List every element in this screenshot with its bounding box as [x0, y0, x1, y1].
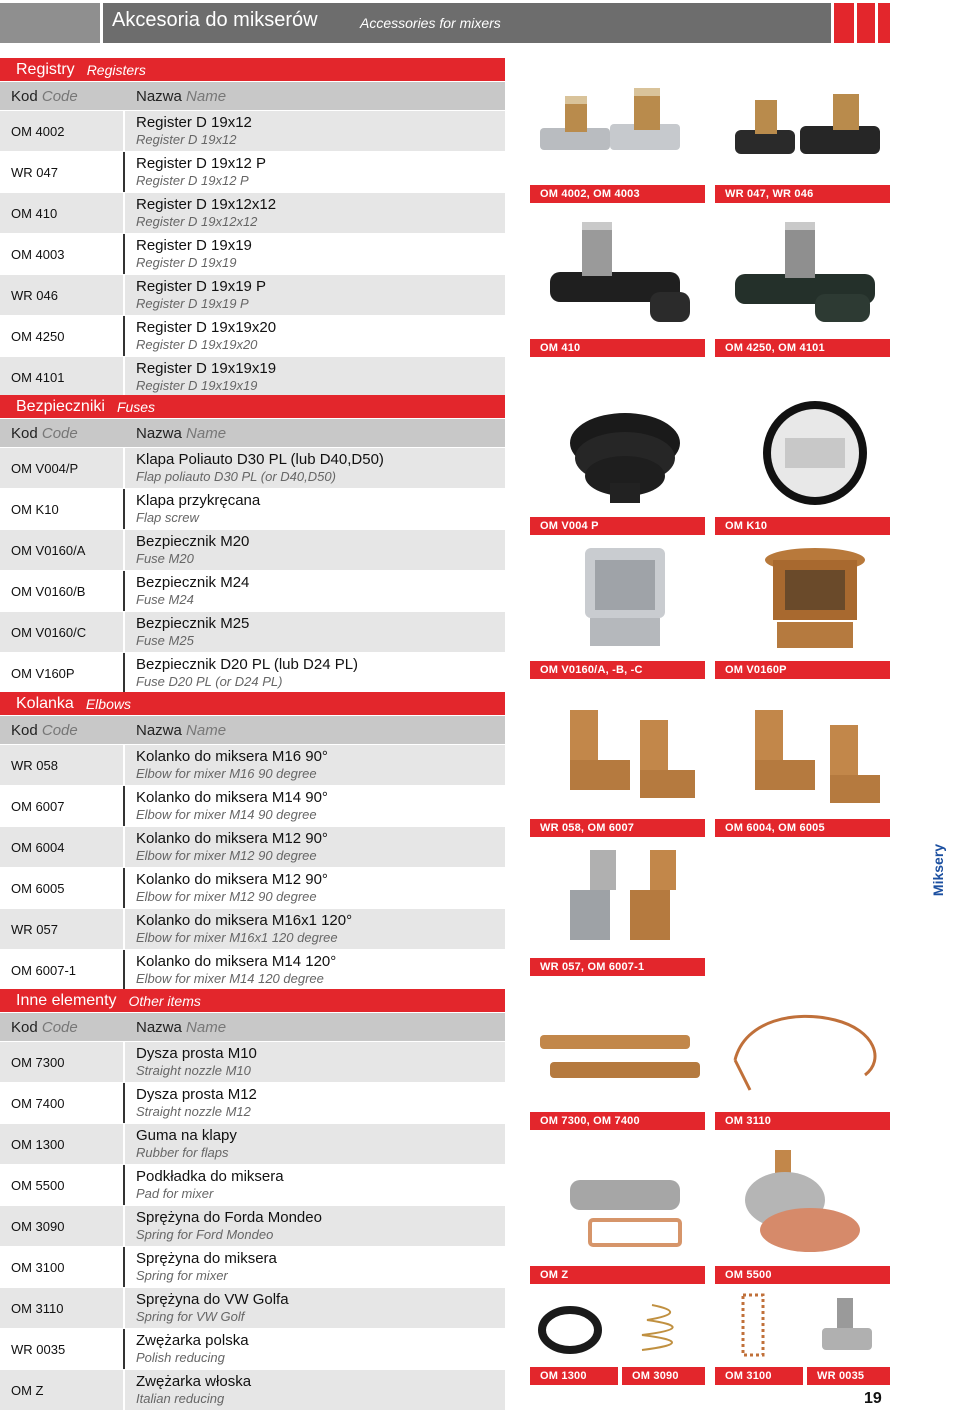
- table-row: [0, 1123, 505, 1164]
- row-name-en: Polish reducing: [136, 1350, 225, 1365]
- row-name-en: Fuse D20 PL (or D24 PL): [136, 674, 283, 689]
- page-header: [0, 0, 890, 43]
- row-code: WR 058: [0, 745, 125, 785]
- register-photo-black-y: [530, 222, 705, 334]
- photo-caption: OM 7300, OM 7400: [530, 1112, 705, 1130]
- row-name-pl: Bezpiecznik M24: [136, 574, 250, 591]
- row-name-pl: Kolanko do miksera M14 90°: [136, 789, 328, 806]
- row-code: WR 057: [0, 909, 125, 949]
- row-code: OM Z: [0, 1370, 125, 1410]
- table-row: [0, 356, 505, 397]
- column-header: [0, 81, 505, 110]
- column-header: [0, 1012, 505, 1041]
- flap-photo-screw: [715, 398, 890, 513]
- row-name-pl: Kolanko do miksera M12 90°: [136, 871, 328, 888]
- row-name-pl: Kolanko do miksera M16x1 120°: [136, 912, 353, 929]
- fuse-photo-silver: [530, 540, 705, 655]
- row-name-en: Fuse M24: [136, 592, 194, 607]
- col-code-label-en: Code: [41, 721, 78, 739]
- row-code: OM 6007-1: [0, 950, 125, 990]
- side-label: [930, 840, 960, 900]
- table-row: [0, 192, 505, 233]
- register-photo-green-y: [715, 222, 890, 334]
- photo-caption: WR 047, WR 046: [715, 185, 890, 203]
- header-red-block: [878, 3, 890, 43]
- row-name-pl: Sprężyna do miksera: [136, 1250, 277, 1267]
- row-name-pl: Register D 19x19x20: [136, 319, 277, 336]
- section-title-pl: Inne elementy: [16, 991, 117, 1009]
- elbow-photo-1: [530, 700, 705, 815]
- photo-caption: OM 4250, OM 4101: [715, 339, 890, 357]
- row-name-pl: Register D 19x12x12: [136, 196, 277, 213]
- row-name-en: Spring for Ford Mondeo: [136, 1227, 274, 1242]
- row-name-pl: Bezpiecznik M25: [136, 615, 250, 632]
- header-gray-block: [0, 3, 100, 43]
- section-title-en: Registers: [86, 61, 146, 78]
- rubber-ring-photo: [530, 1290, 620, 1360]
- table-row: [0, 652, 505, 693]
- section-title: [0, 58, 505, 81]
- row-name-en: Italian reducing: [136, 1391, 225, 1406]
- row-name-pl: Zwężarka włoska: [136, 1373, 252, 1390]
- column-header: [0, 715, 505, 744]
- section-title-pl: Bezpieczniki: [16, 397, 105, 415]
- header-red-block: [834, 3, 854, 43]
- section-title: [0, 692, 505, 715]
- row-name-pl: Guma na klapy: [136, 1127, 237, 1144]
- section-registers: [0, 58, 505, 397]
- row-name-pl: Klapa przykręcana: [136, 492, 261, 509]
- row-name-en: Elbow for mixer M16x1 120 degree: [136, 930, 338, 945]
- side-label-text: Miksery: [930, 843, 947, 897]
- photo-caption: OM Z: [530, 1266, 705, 1284]
- section-title-pl: Kolanka: [16, 694, 74, 712]
- section-fuses: [0, 395, 505, 693]
- row-name-en: Fuse M25: [136, 633, 194, 648]
- elbow-photo-2: [715, 700, 890, 815]
- photo-caption: OM V0160/A, -B, -C: [530, 661, 705, 679]
- photo-caption: OM V004 P: [530, 517, 705, 535]
- photo-caption: OM 5500: [715, 1266, 890, 1284]
- table-row: [0, 274, 505, 315]
- photo-caption: WR 0035: [807, 1367, 890, 1385]
- row-name-en: Spring for mixer: [136, 1268, 228, 1283]
- row-name-pl: Bezpiecznik D20 PL (lub D24 PL): [136, 656, 359, 673]
- section-title-en: Fuses: [116, 398, 156, 415]
- row-name-en: Pad for mixer: [136, 1186, 214, 1201]
- table-row: [0, 1246, 505, 1287]
- row-code: OM 6004: [0, 827, 125, 867]
- row-code: OM 3100: [0, 1247, 125, 1287]
- row-code: OM V004/P: [0, 448, 125, 488]
- row-code: OM 7300: [0, 1042, 125, 1082]
- row-name-pl: Zwężarka polska: [136, 1332, 249, 1349]
- register-photo-black: [715, 80, 890, 180]
- spring-photo-mixer: [715, 1290, 805, 1360]
- row-name-en: Rubber for flaps: [136, 1145, 229, 1160]
- photo-caption: OM 3090: [622, 1367, 705, 1385]
- row-name-en: Register D 19x12: [136, 132, 237, 147]
- col-name-label-en: Name: [186, 721, 227, 739]
- row-name-pl: Podkładka do miksera: [136, 1168, 284, 1185]
- table-row: [0, 1041, 505, 1082]
- row-name-pl: Dysza prosta M10: [136, 1045, 257, 1062]
- row-name-en: Elbow for mixer M14 90 degree: [136, 807, 317, 822]
- row-name-en: Elbow for mixer M12 90 degree: [136, 889, 317, 904]
- row-name-en: Flap screw: [136, 510, 199, 525]
- nozzle-photo: [530, 1000, 705, 1110]
- row-name-en: Register D 19x12x12: [136, 214, 258, 229]
- table-row: [0, 1328, 505, 1369]
- section-title: [0, 989, 505, 1012]
- row-name-pl: Kolanko do miksera M12 90°: [136, 830, 328, 847]
- row-name-pl: Bezpiecznik M20: [136, 533, 250, 550]
- flap-photo-rubber: [530, 398, 705, 513]
- row-code: OM 3090: [0, 1206, 125, 1246]
- section-other-items: [0, 989, 505, 1410]
- row-code: OM V0160/A: [0, 530, 125, 570]
- col-code-label: Kod: [11, 1018, 38, 1036]
- col-code-label-en: Code: [41, 1018, 78, 1036]
- row-code: OM 4003: [0, 234, 125, 274]
- photo-caption: OM 410: [530, 339, 705, 357]
- row-code: OM 4250: [0, 316, 125, 356]
- table-row: [0, 785, 505, 826]
- table-row: [0, 1164, 505, 1205]
- row-name-en: Register D 19x19x19: [136, 378, 258, 393]
- row-code: OM 4002: [0, 111, 125, 151]
- row-name-en: Fuse M20: [136, 551, 194, 566]
- photo-caption: OM V0160P: [715, 661, 890, 679]
- table-row: [0, 233, 505, 274]
- page-subtitle: Accessories for mixers: [360, 15, 501, 31]
- row-name-pl: Dysza prosta M12: [136, 1086, 257, 1103]
- photo-caption: OM 1300: [530, 1367, 618, 1385]
- row-name-en: Elbow for mixer M16 90 degree: [136, 766, 317, 781]
- fuse-photo-brass: [715, 540, 890, 655]
- col-name-label-en: Name: [186, 1018, 227, 1036]
- row-code: OM 6007: [0, 786, 125, 826]
- table-row: [0, 315, 505, 356]
- table-row: [0, 488, 505, 529]
- row-name-pl: Sprężyna do Forda Mondeo: [136, 1209, 322, 1226]
- spring-photo-mondeo: [622, 1290, 705, 1360]
- row-code: OM 3110: [0, 1288, 125, 1328]
- row-name-en: Flap poliauto D30 PL (or D40,D50): [136, 469, 336, 484]
- table-row: [0, 744, 505, 785]
- page-title: Akcesoria do mikserów: [112, 9, 318, 31]
- table-row: [0, 447, 505, 488]
- col-name-label-en: Name: [186, 87, 227, 105]
- col-code-label: Kod: [11, 424, 38, 442]
- section-title-en: Other items: [128, 992, 201, 1009]
- table-row: [0, 110, 505, 151]
- photo-caption: OM 3110: [715, 1112, 890, 1130]
- register-photo-silver: [530, 80, 705, 180]
- spring-wire-photo: [715, 1000, 890, 1110]
- row-code: WR 046: [0, 275, 125, 315]
- table-row: [0, 151, 505, 192]
- col-name-label: Nazwa: [136, 424, 182, 442]
- row-name-en: Register D 19x12 P: [136, 173, 249, 188]
- table-row: [0, 570, 505, 611]
- row-code: WR 047: [0, 152, 125, 192]
- row-code: OM 7400: [0, 1083, 125, 1123]
- row-name-pl: Kolanko do miksera M16 90°: [136, 748, 328, 765]
- col-name-label: Nazwa: [136, 87, 182, 105]
- table-row: [0, 529, 505, 570]
- col-name-label: Nazwa: [136, 1018, 182, 1036]
- col-name-label-en: Name: [186, 424, 227, 442]
- photo-caption: OM K10: [715, 517, 890, 535]
- section-title-pl: Registry: [16, 60, 75, 78]
- row-code: OM 4101: [0, 357, 125, 397]
- row-name-pl: Register D 19x12: [136, 114, 252, 131]
- photo-caption: WR 057, OM 6007-1: [530, 958, 705, 976]
- row-name-pl: Register D 19x19 P: [136, 278, 267, 295]
- table-row: [0, 1205, 505, 1246]
- row-name-en: Elbow for mixer M14 120 degree: [136, 971, 324, 986]
- table-row: [0, 1287, 505, 1328]
- col-code-label: Kod: [11, 87, 38, 105]
- reducer-polish-photo: [807, 1290, 890, 1360]
- row-code: OM 5500: [0, 1165, 125, 1205]
- row-code: OM 1300: [0, 1124, 125, 1164]
- table-row: [0, 867, 505, 908]
- elbow-photo-120: [530, 842, 705, 952]
- page-number: 19: [864, 1390, 882, 1407]
- row-name-pl: Kolanko do miksera M14 120°: [136, 953, 337, 970]
- table-row: [0, 611, 505, 652]
- section-title: [0, 395, 505, 418]
- row-name-en: Register D 19x19: [136, 255, 237, 270]
- row-code: OM 410: [0, 193, 125, 233]
- table-row: [0, 949, 505, 990]
- row-name-pl: Register D 19x19: [136, 237, 252, 254]
- row-name-en: Straight nozzle M12: [136, 1104, 251, 1119]
- row-name-en: Register D 19x19 P: [136, 296, 249, 311]
- photo-caption: OM 6004, OM 6005: [715, 819, 890, 837]
- header-red-block: [857, 3, 875, 43]
- row-name-en: Spring for VW Golf: [136, 1309, 245, 1324]
- col-name-label: Nazwa: [136, 721, 182, 739]
- row-code: OM 6005: [0, 868, 125, 908]
- row-code: OM V0160/C: [0, 612, 125, 652]
- row-name-pl: Klapa Poliauto D30 PL (lub D40,D50): [136, 451, 384, 468]
- row-name-en: Elbow for mixer M12 90 degree: [136, 848, 317, 863]
- row-code: WR 0035: [0, 1329, 125, 1369]
- row-name-pl: Sprężyna do VW Golfa: [136, 1291, 289, 1308]
- pad-photo: [715, 1150, 890, 1260]
- row-code: OM K10: [0, 489, 125, 529]
- col-code-label-en: Code: [41, 424, 78, 442]
- reducer-photo: [530, 1150, 705, 1260]
- row-code: OM V0160/B: [0, 571, 125, 611]
- photo-caption: OM 3100: [715, 1367, 803, 1385]
- row-name-en: Straight nozzle M10: [136, 1063, 251, 1078]
- section-title-en: Elbows: [85, 695, 131, 712]
- row-name-pl: Register D 19x12 P: [136, 155, 267, 172]
- photo-caption: OM 4002, OM 4003: [530, 185, 705, 203]
- table-row: [0, 1369, 505, 1410]
- col-code-label: Kod: [11, 721, 38, 739]
- row-name-pl: Register D 19x19x19: [136, 360, 277, 377]
- section-elbows: [0, 692, 505, 990]
- table-row: [0, 826, 505, 867]
- photo-caption: WR 058, OM 6007: [530, 819, 705, 837]
- table-row: [0, 908, 505, 949]
- table-row: [0, 1082, 505, 1123]
- col-code-label-en: Code: [41, 87, 78, 105]
- column-header: [0, 418, 505, 447]
- row-code: OM V160P: [0, 653, 125, 693]
- row-name-en: Register D 19x19x20: [136, 337, 258, 352]
